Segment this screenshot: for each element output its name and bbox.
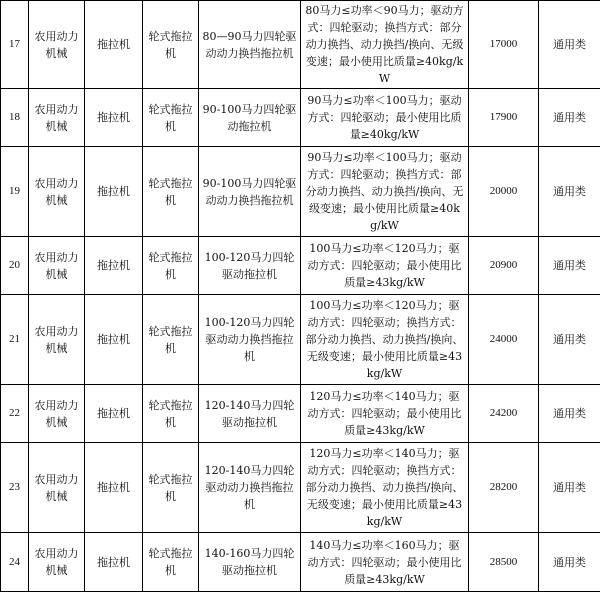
grade-cell: 100-120马力四轮驱动拖拉机 — [199, 237, 301, 295]
item-cell: 轮式拖拉机 — [143, 533, 199, 592]
row-number: 24 — [1, 533, 29, 592]
category-cell: 农用动力机械 — [29, 237, 85, 295]
grade-cell: 120-140马力四轮驱动动力换挡拖拉机 — [199, 443, 301, 533]
spec-cell: 90马力≤功率＜100马力；驱动方式：四轮驱动；换挡方式：部分动力换挡、动力换挡/换向、无级变速；最小使用比质量≥40kg/kW — [301, 147, 469, 237]
table-row — [1, 1, 600, 89]
amount-cell: 20900 — [469, 237, 539, 295]
type-cell: 通用类 — [539, 147, 600, 237]
amount-cell: 17900 — [469, 89, 539, 147]
row-number: 20 — [1, 237, 29, 295]
grade-cell: 120-140马力四轮驱动拖拉机 — [199, 385, 301, 443]
subcategory-cell: 拖拉机 — [85, 533, 143, 592]
spec-cell: 140马力≤功率＜160马力；驱动方式：四轮驱动；最小使用比质量≥43kg/kW — [301, 533, 469, 592]
item-cell: 轮式拖拉机 — [143, 385, 199, 443]
item-cell: 轮式拖拉机 — [143, 237, 199, 295]
type-cell: 通用类 — [539, 237, 600, 295]
category-cell: 农用动力机械 — [29, 89, 85, 147]
row-number: 21 — [1, 295, 29, 385]
row-number: 23 — [1, 443, 29, 533]
spec-cell: 120马力≤功率＜140马力；驱动方式：四轮驱动；最小使用比质量≥43kg/kW — [301, 385, 469, 443]
category-cell: 农用动力机械 — [29, 385, 85, 443]
table-row — [1, 295, 600, 385]
amount-cell: 24000 — [469, 295, 539, 385]
type-cell: 通用类 — [539, 443, 600, 533]
spec-cell: 80马力≤功率＜90马力；驱动方式：四轮驱动；换挡方式：部分动力换挡、动力换挡/换向、无级变速；最小使用比质量≥40kg/kW — [301, 1, 469, 89]
item-cell: 轮式拖拉机 — [143, 295, 199, 385]
row-number: 18 — [1, 89, 29, 147]
amount-cell: 24200 — [469, 385, 539, 443]
item-cell: 轮式拖拉机 — [143, 443, 199, 533]
grade-cell: 90-100马力四轮驱动拖拉机 — [199, 89, 301, 147]
category-cell: 农用动力机械 — [29, 295, 85, 385]
subcategory-cell: 拖拉机 — [85, 89, 143, 147]
table-row — [1, 385, 600, 443]
item-cell: 轮式拖拉机 — [143, 147, 199, 237]
amount-cell: 17000 — [469, 1, 539, 89]
subcategory-cell: 拖拉机 — [85, 443, 143, 533]
table-row — [1, 237, 600, 295]
row-number: 19 — [1, 147, 29, 237]
category-cell: 农用动力机械 — [29, 147, 85, 237]
category-cell: 农用动力机械 — [29, 443, 85, 533]
table-row — [1, 147, 600, 237]
spec-cell: 100马力≤功率＜120马力；驱动方式：四轮驱动；最小使用比质量≥43kg/kW — [301, 237, 469, 295]
grade-cell: 140-160马力四轮驱动拖拉机 — [199, 533, 301, 592]
grade-cell: 100-120马力四轮驱动动力换挡拖拉机 — [199, 295, 301, 385]
item-cell: 轮式拖拉机 — [143, 89, 199, 147]
subcategory-cell: 拖拉机 — [85, 295, 143, 385]
type-cell: 通用类 — [539, 385, 600, 443]
type-cell: 通用类 — [539, 1, 600, 89]
spec-cell: 120马力≤功率＜140马力；驱动方式：四轮驱动；换挡方式：部分动力换挡、动力换挡/换向、无级变速；最小使用比质量≥43kg/kW — [301, 443, 469, 533]
grade-cell: 90-100马力四轮驱动动力换挡拖拉机 — [199, 147, 301, 237]
table-row — [1, 89, 600, 147]
type-cell: 通用类 — [539, 295, 600, 385]
amount-cell: 20000 — [469, 147, 539, 237]
subcategory-cell: 拖拉机 — [85, 1, 143, 89]
subcategory-cell: 拖拉机 — [85, 385, 143, 443]
spec-cell: 90马力≤功率＜100马力；驱动方式：四轮驱动；最小使用比质量≥40kg/kW — [301, 89, 469, 147]
spec-cell: 100马力≤功率＜120马力；驱动方式：四轮驱动；换挡方式：部分动力换挡、动力换挡/换向、无级变速；最小使用比质量≥43kg/kW — [301, 295, 469, 385]
category-cell: 农用动力机械 — [29, 533, 85, 592]
type-cell: 通用类 — [539, 89, 600, 147]
table-row — [1, 533, 600, 592]
row-number: 17 — [1, 1, 29, 89]
item-cell: 轮式拖拉机 — [143, 1, 199, 89]
row-number: 22 — [1, 385, 29, 443]
type-cell: 通用类 — [539, 533, 600, 592]
subcategory-cell: 拖拉机 — [85, 237, 143, 295]
subcategory-cell: 拖拉机 — [85, 147, 143, 237]
amount-cell: 28500 — [469, 533, 539, 592]
table-row — [1, 443, 600, 533]
grade-cell: 80—90马力四轮驱动动力换挡拖拉机 — [199, 1, 301, 89]
amount-cell: 28200 — [469, 443, 539, 533]
category-cell: 农用动力机械 — [29, 1, 85, 89]
table-body — [1, 1, 600, 592]
